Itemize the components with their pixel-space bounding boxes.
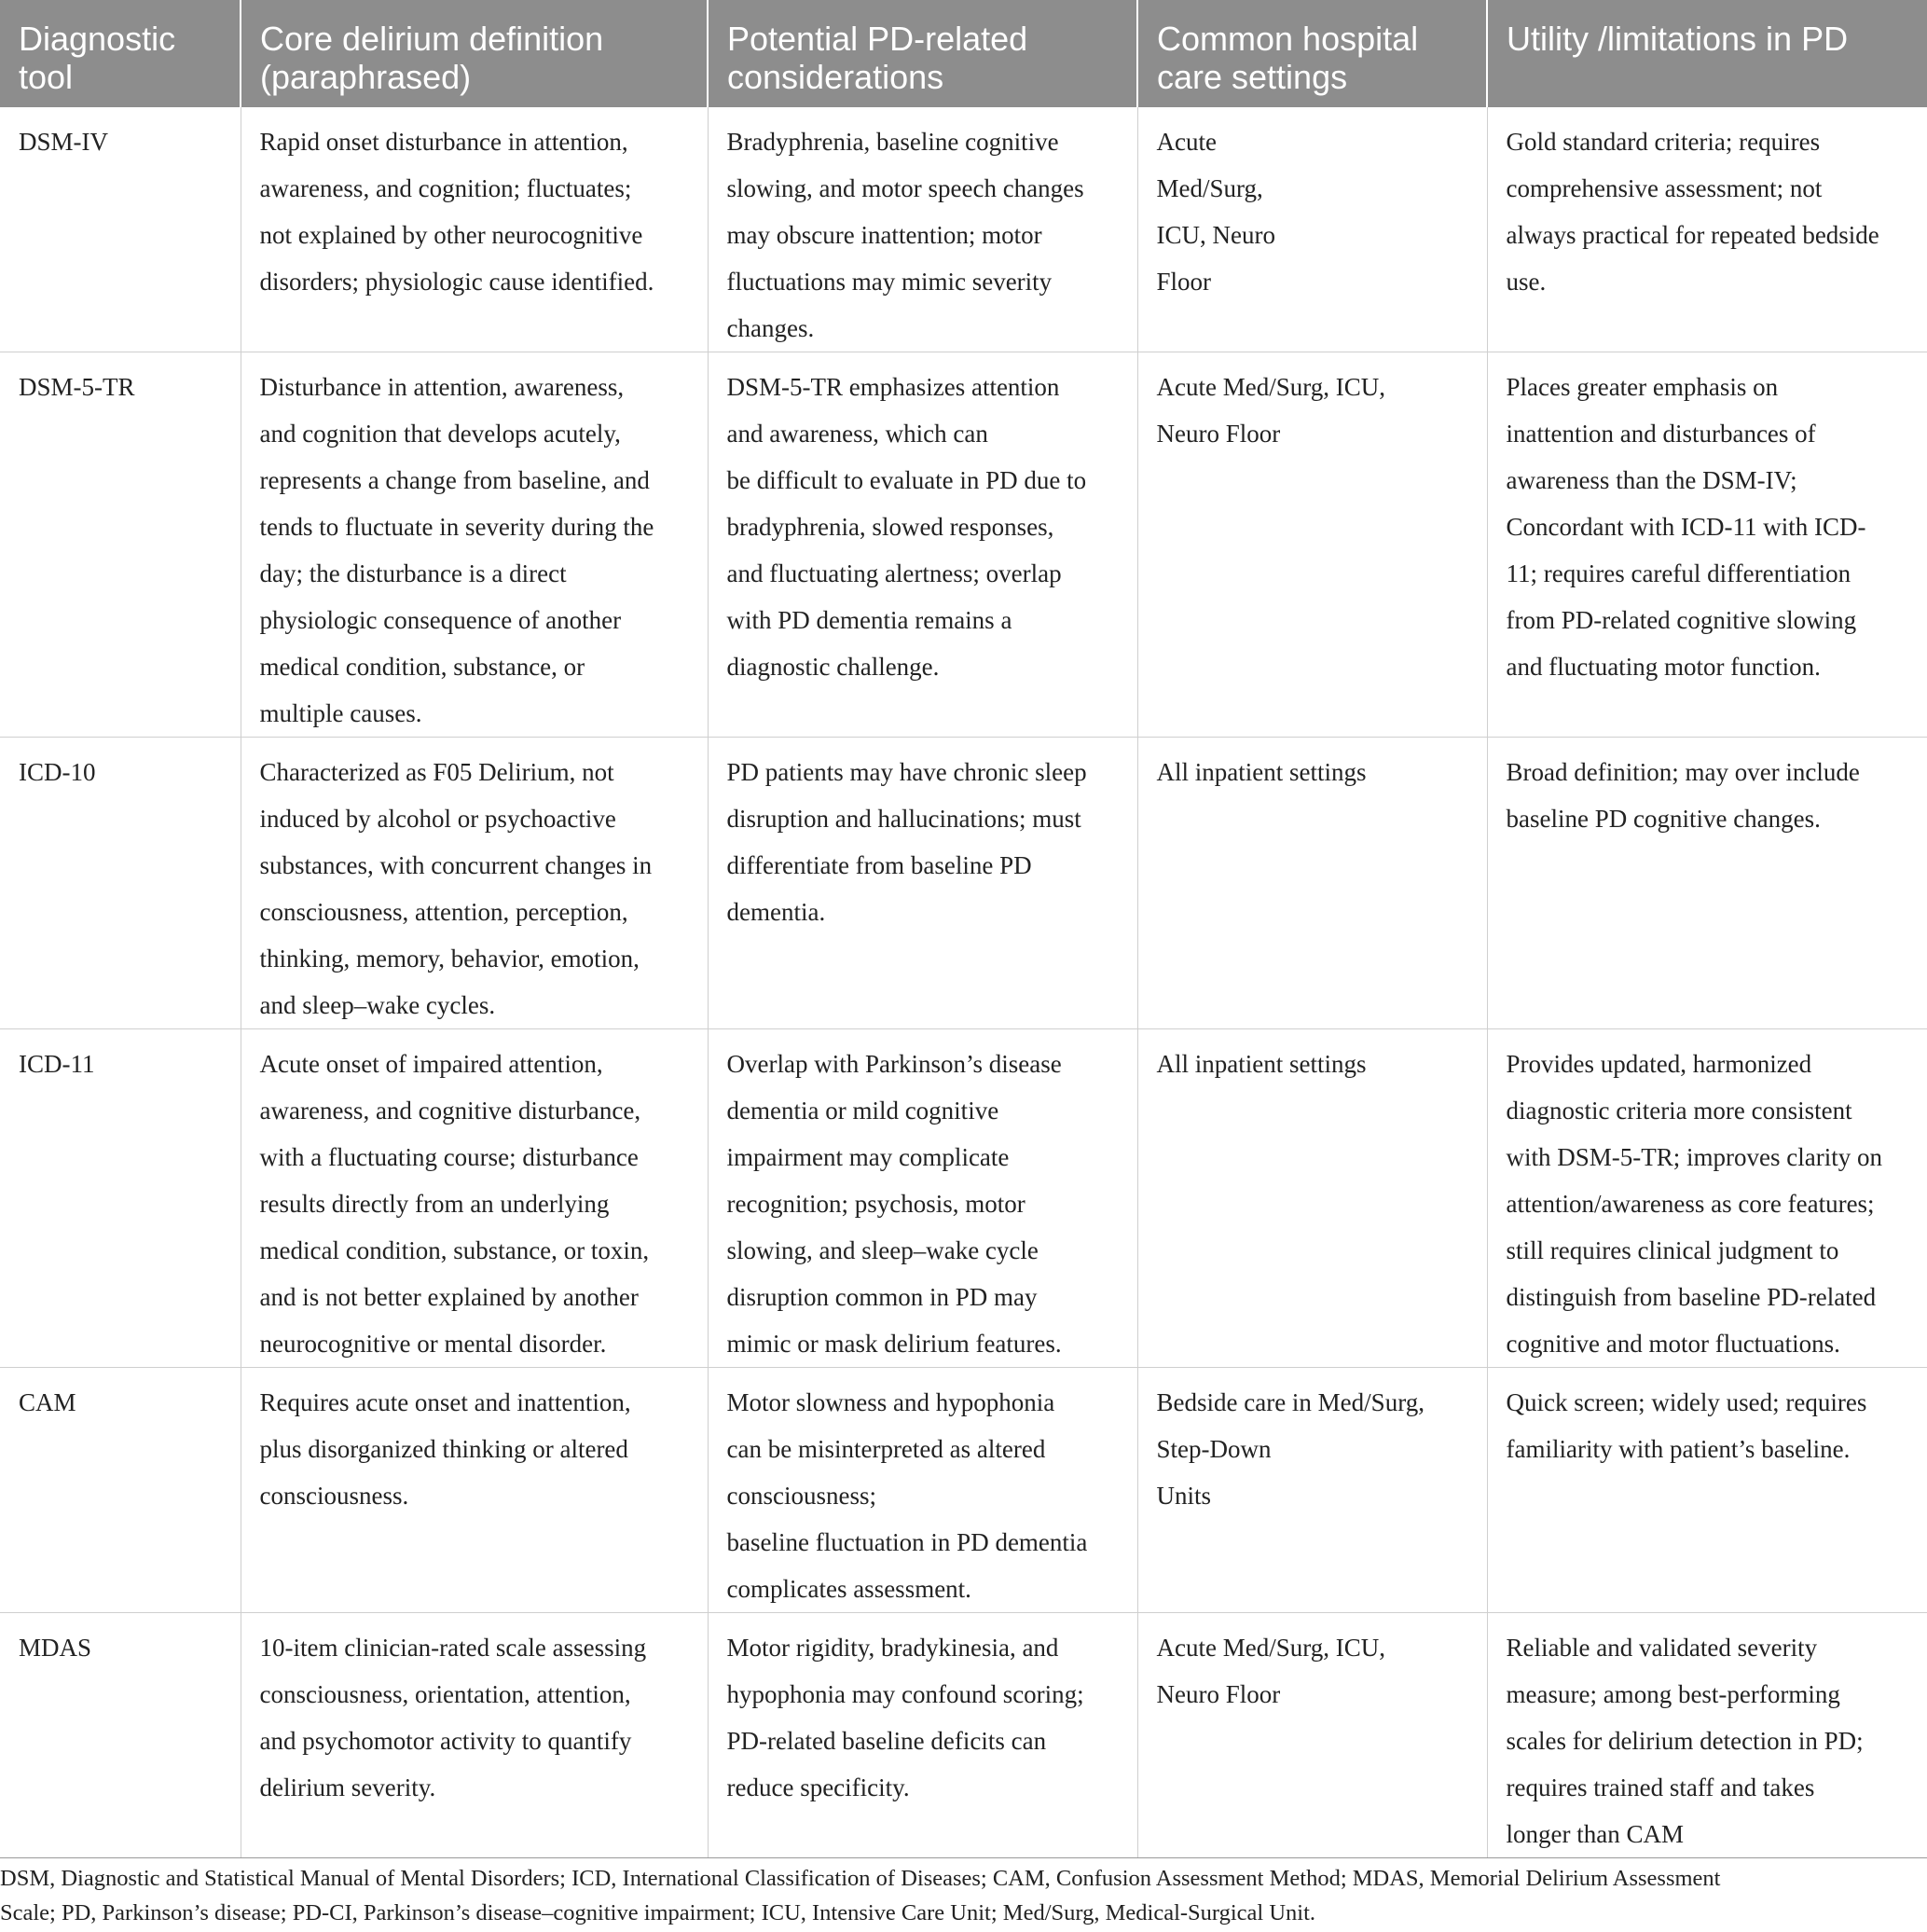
cell-text-line: DSM-IV	[19, 128, 109, 156]
cell-text-line: inattention and disturbances of	[1506, 420, 1816, 448]
cell-text-line: impairment may complicate	[726, 1143, 1010, 1171]
cell-text-line: still requires clinical judgment to	[1506, 1236, 1839, 1264]
cell-tool	[0, 1029, 241, 1368]
cell-text-line: always practical for repeated bedside	[1506, 221, 1879, 249]
cell-settings	[1137, 738, 1487, 1029]
cell-text-line: Disturbance in attention, awareness,	[259, 373, 625, 401]
cell-text-line: dementia or mild cognitive	[726, 1097, 999, 1125]
cell-text-line: awareness, and cognitive disturbance,	[259, 1097, 641, 1125]
cell-text-line: Requires acute onset and inattention,	[259, 1388, 631, 1416]
cell-text-line: Quick screen; widely used; requires	[1506, 1388, 1867, 1416]
cell-text-line: diagnostic criteria more consistent	[1506, 1097, 1852, 1125]
cell-text-line: Concordant with ICD-11 with ICD-	[1506, 513, 1866, 541]
cell-text-line: reduce specificity.	[726, 1773, 910, 1801]
cell-tool	[0, 1613, 241, 1858]
cell-text-line: baseline fluctuation in PD dementia	[726, 1528, 1088, 1556]
cell-text-line: plus disorganized thinking or altered	[259, 1435, 628, 1463]
cell-definition	[241, 738, 708, 1029]
cell-text-line: Neuro Floor	[1156, 420, 1281, 448]
cell-text-line: with PD dementia remains a	[726, 606, 1012, 634]
cell-definition	[241, 352, 708, 738]
cell-settings	[1137, 1368, 1487, 1613]
cell-definition	[241, 107, 708, 352]
cell-text-line: baseline PD cognitive changes.	[1506, 805, 1821, 833]
cell-text-line: and is not better explained by another	[259, 1283, 639, 1311]
cell-text-line: Acute Med/Surg, ICU,	[1156, 1634, 1385, 1662]
cell-text-line: use.	[1506, 268, 1547, 296]
cell-text-line: medical condition, substance, or	[259, 653, 585, 681]
cell-text-line: Step-Down	[1156, 1435, 1272, 1463]
cell-text-line: Acute onset of impaired attention,	[259, 1050, 603, 1078]
cell-text-line: Places greater emphasis on	[1506, 373, 1779, 401]
cell-text-line: 10-item clinician-rated scale assessing	[259, 1634, 647, 1662]
cell-text-line: ICU, Neuro	[1156, 221, 1275, 249]
cell-text-line: Provides updated, harmonized	[1506, 1050, 1812, 1078]
cell-text-line: Acute	[1156, 128, 1217, 156]
cell-text-line: (paraphrased)	[260, 58, 472, 96]
cell-text-line: Bedside care in Med/Surg,	[1156, 1388, 1425, 1416]
header-care-settings	[1137, 0, 1487, 107]
header-core-definition	[241, 0, 708, 107]
cell-text-line: and cognition that develops acutely,	[259, 420, 621, 448]
cell-text-line: familiarity with patient’s baseline.	[1506, 1435, 1851, 1463]
cell-text-line: comprehensive assessment; not	[1506, 174, 1823, 202]
cell-text-line: Gold standard criteria; requires	[1506, 128, 1821, 156]
cell-text-line: physiologic consequence of another	[259, 606, 622, 634]
cell-text-line: Reliable and validated severity	[1506, 1634, 1818, 1662]
header-diagnostic-tool	[0, 0, 241, 107]
cell-text-line: and awareness, which can	[726, 420, 988, 448]
cell-text-line: induced by alcohol or psychoactive	[259, 805, 616, 833]
table-row	[0, 738, 1927, 1029]
cell-tool	[0, 738, 241, 1029]
cell-text-line: be difficult to evaluate in PD due to	[726, 466, 1087, 494]
cell-text-line: from PD-related cognitive slowing	[1506, 606, 1857, 634]
cell-considerations	[708, 352, 1137, 738]
cell-utility	[1487, 352, 1927, 738]
table-row	[0, 1613, 1927, 1858]
cell-definition	[241, 1613, 708, 1858]
cell-text-line: attention/awareness as core features;	[1506, 1190, 1875, 1218]
cell-definition	[241, 1029, 708, 1368]
cell-text-line: represents a change from baseline, and	[259, 466, 650, 494]
cell-text-line: medical condition, substance, or toxin,	[259, 1236, 650, 1264]
cell-text-line: ICD-10	[19, 758, 96, 786]
cell-text-line: disruption and hallucinations; must	[726, 805, 1081, 833]
header-pd-considerations	[708, 0, 1137, 107]
cell-settings	[1137, 352, 1487, 738]
cell-text-line: Scale; PD, Parkinson’s disease; PD-CI, Parkinson’s disease–cognitive impairment; ICU, Intensive Care Unit; Med/Surg, Medical-Surgical Unit.	[0, 1900, 1316, 1925]
cell-text-line: consciousness.	[259, 1482, 409, 1510]
cell-text-line: tool	[19, 58, 74, 96]
table-row	[0, 1029, 1927, 1368]
header-utility-limitations	[1487, 0, 1927, 107]
cell-text-line: slowing, and motor speech changes	[726, 174, 1084, 202]
cell-text-line: neurocognitive or mental disorder.	[259, 1330, 607, 1358]
cell-text-line: DSM-5-TR emphasizes attention	[726, 373, 1060, 401]
cell-text-line: measure; among best-performing	[1506, 1680, 1840, 1708]
cell-considerations	[708, 738, 1137, 1029]
cell-text-line: diagnostic challenge.	[726, 653, 940, 681]
cell-text-line: disruption common in PD may	[726, 1283, 1038, 1311]
cell-text-line: DSM-5-TR	[19, 373, 135, 401]
cell-text-line: fluctuations may mimic severity	[726, 268, 1053, 296]
cell-text-line: Overlap with Parkinson’s disease	[726, 1050, 1062, 1078]
table-row	[0, 107, 1927, 352]
cell-text-line: not explained by other neurocognitive	[259, 221, 643, 249]
cell-text-line: All inpatient settings	[1156, 758, 1367, 786]
cell-tool	[0, 1368, 241, 1613]
cell-text-line: PD-related baseline deficits can	[726, 1727, 1047, 1755]
cell-text-line: bradyphrenia, slowed responses,	[726, 513, 1054, 541]
cell-text-line: All inpatient settings	[1156, 1050, 1367, 1078]
cell-text-line: care settings	[1157, 58, 1348, 96]
cell-utility	[1487, 1368, 1927, 1613]
header-row	[0, 0, 1927, 107]
cell-text-line: slowing, and sleep–wake cycle	[726, 1236, 1039, 1264]
cell-text-line: scales for delirium detection in PD;	[1506, 1727, 1864, 1755]
cell-text-line: Broad definition; may over include	[1506, 758, 1860, 786]
cell-text-line: Potential PD-related	[727, 20, 1028, 58]
cell-tool	[0, 352, 241, 738]
cell-text-line: DSM, Diagnostic and Statistical Manual of Mental Disorders; ICD, International Classification of Diseases; CAM, Confusion Assessment Method; MDAS, Memorial Delirium Assessment	[0, 1866, 1721, 1891]
cell-text-line: PD patients may have chronic sleep	[726, 758, 1087, 786]
cell-considerations	[708, 1613, 1137, 1858]
cell-text-line: Utility /limitations in PD	[1507, 20, 1849, 58]
cell-text-line: requires trained staff and takes	[1506, 1773, 1815, 1801]
cell-text-line: and psychomotor activity to quantify	[259, 1727, 632, 1755]
cell-text-line: Units	[1156, 1482, 1212, 1510]
cell-text-line: longer than CAM	[1506, 1820, 1684, 1848]
cell-text-line: results directly from an underlying	[259, 1190, 610, 1218]
cell-text-line: tends to fluctuate in severity during the	[259, 513, 654, 541]
cell-text-line: cognitive and motor fluctuations.	[1506, 1330, 1840, 1358]
cell-text-line: ICD-11	[19, 1050, 95, 1078]
cell-text-line: and fluctuating motor function.	[1506, 653, 1821, 681]
cell-text-line: dementia.	[726, 898, 826, 926]
cell-text-line: 11; requires careful differentiation	[1506, 559, 1851, 587]
cell-text-line: disorders; physiologic cause identified.	[259, 268, 654, 296]
cell-settings	[1137, 1613, 1487, 1858]
cell-text-line: Motor rigidity, bradykinesia, and	[726, 1634, 1059, 1662]
cell-text-line: consciousness, attention, perception,	[259, 898, 628, 926]
cell-text-line: mimic or mask delirium features.	[726, 1330, 1062, 1358]
cell-text-line: Med/Surg,	[1156, 174, 1263, 202]
table-footnote	[0, 1861, 1902, 1930]
cell-text-line: multiple causes.	[259, 699, 422, 727]
cell-text-line: considerations	[727, 58, 944, 96]
cell-text-line: consciousness, orientation, attention,	[259, 1680, 631, 1708]
cell-text-line: delirium severity.	[259, 1773, 436, 1801]
cell-definition	[241, 1368, 708, 1613]
cell-text-line: Floor	[1156, 268, 1212, 296]
cell-utility	[1487, 107, 1927, 352]
cell-text-line: Characterized as F05 Delirium, not	[259, 758, 614, 786]
cell-utility	[1487, 1613, 1927, 1858]
cell-text-line: may obscure inattention; motor	[726, 221, 1042, 249]
table-row	[0, 352, 1927, 738]
cell-tool	[0, 107, 241, 352]
cell-text-line: Common hospital	[1157, 20, 1419, 58]
cell-text-line: CAM	[19, 1388, 76, 1416]
cell-text-line: Bradyphrenia, baseline cognitive	[726, 128, 1059, 156]
cell-text-line: awareness than the DSM-IV;	[1506, 466, 1797, 494]
cell-text-line: Core delirium definition	[260, 20, 604, 58]
cell-text-line: awareness, and cognition; fluctuates;	[259, 174, 632, 202]
cell-settings	[1137, 107, 1487, 352]
cell-text-line: substances, with concurrent changes in	[259, 851, 653, 879]
cell-utility	[1487, 1029, 1927, 1368]
cell-text-line: distinguish from baseline PD-related	[1506, 1283, 1877, 1311]
cell-text-line: hypophonia may confound scoring;	[726, 1680, 1084, 1708]
cell-text-line: Motor slowness and hypophonia	[726, 1388, 1055, 1416]
cell-considerations	[708, 107, 1137, 352]
cell-text-line: differentiate from baseline PD	[726, 851, 1032, 879]
cell-text-line: day; the disturbance is a direct	[259, 559, 567, 587]
cell-text-line: thinking, memory, behavior, emotion,	[259, 945, 640, 973]
cell-text-line: Acute Med/Surg, ICU,	[1156, 373, 1385, 401]
cell-text-line: complicates assessment.	[726, 1575, 971, 1603]
cell-text-line: and sleep–wake cycles.	[259, 991, 496, 1019]
cell-text-line: with a fluctuating course; disturbance	[259, 1143, 639, 1171]
cell-text-line: and fluctuating alertness; overlap	[726, 559, 1062, 587]
cell-text-line: Diagnostic	[19, 20, 176, 58]
cell-text-line: with DSM-5-TR; improves clarity on	[1506, 1143, 1882, 1171]
cell-text-line: Neuro Floor	[1156, 1680, 1281, 1708]
cell-settings	[1137, 1029, 1487, 1368]
cell-text-line: can be misinterpreted as altered	[726, 1435, 1046, 1463]
cell-utility	[1487, 738, 1927, 1029]
table-row	[0, 1368, 1927, 1613]
cell-text-line: consciousness;	[726, 1482, 876, 1510]
cell-text-line: MDAS	[19, 1634, 92, 1662]
cell-considerations	[708, 1368, 1137, 1613]
cell-text-line: recognition; psychosis, motor	[726, 1190, 1025, 1218]
cell-considerations	[708, 1029, 1137, 1368]
cell-text-line: changes.	[726, 314, 815, 342]
cell-text-line: Rapid onset disturbance in attention,	[259, 128, 628, 156]
